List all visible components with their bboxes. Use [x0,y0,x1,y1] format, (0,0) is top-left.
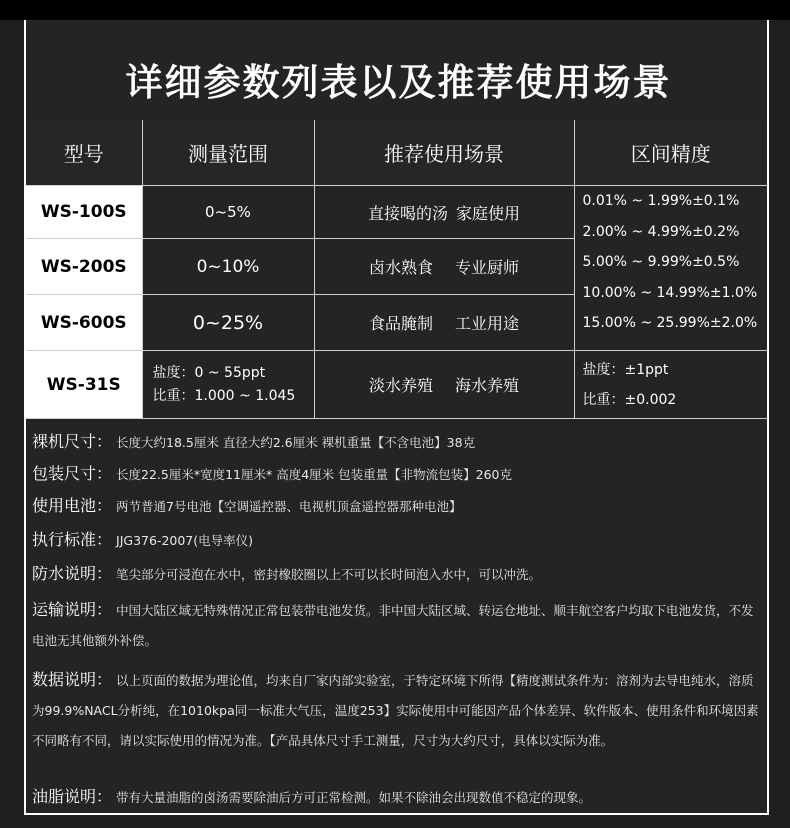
accuracy-item: 5.00% ~ 9.99%±0.5% [582,254,740,270]
note-text: 以上页面的数据为理论值，均来自厂家内部实验室，于特定环境下所得【精度测试条件为：溶剂为去导电纯水，溶质为99.9%NACL分析纯，在1010kpa同一标准大气压，温度253】实际使用中可能因产品个体差异、软件版本、使用条件和环境因素不同略有不同，请以实际使用的情况为准。【产品具体尺寸手工测量，尺寸为大约尺寸，具体以实际为准。 [32,673,759,748]
note-standard [32,525,760,556]
header-accuracy: 区间精度 [574,120,767,186]
note-label: 防水说明： [32,564,113,583]
scene-item: 食品腌制 [368,314,433,333]
note-text: 两节普通7号电池【空调遥控器、电视机顶盒遥控器那种电池】 [116,499,462,514]
scene-item: 海水养殖 [455,376,520,395]
scene-item: 工业用途 [455,314,520,333]
accuracy-item: 盐度：±1ppt [582,361,669,378]
accuracy-item: 2.00% ~ 4.99%±0.2% [582,223,740,240]
scene-item: 专业厨师 [455,258,520,277]
note-label: 执行标准： [32,530,113,549]
range-cell: 0~5% [142,186,314,239]
note-text: 带有大量油脂的卤汤需要除油后方可正常检测。如果不除油会出现数值不稳定的现象。 [116,790,592,805]
note-label: 油脂说明： [32,787,113,806]
scene-cell [314,351,574,419]
table-header-row [26,120,767,186]
spec-frame [24,20,769,815]
accuracy-item: 15.00% ~ 25.99%±2.0% [582,315,758,331]
note-bare-size [32,427,760,458]
note-text: JJG376-2007(电导率仪) [116,533,254,548]
header-range: 测量范围 [142,120,314,186]
range-cell: 0~10% [142,239,314,295]
note-label: 数据说明： [32,670,113,689]
note-label: 裸机尺寸： [32,432,113,451]
accuracy-item: 10.00% ~ 14.99%±1.0% [582,284,758,301]
accuracy-list [575,186,768,339]
scene-cell [314,186,574,239]
model-cell: WS-100S [26,186,142,239]
note-label: 使用电池： [32,496,113,515]
table-row [26,351,767,419]
scene-item: 家庭使用 [456,203,521,223]
accuracy-cell [574,351,767,419]
range-cell: 0~25% [142,295,314,351]
note-data [32,665,760,756]
note-text: 长度大约18.5厘米 直径大约2.6厘米 裸机重量【不含电池】38克 [116,435,476,450]
range-line: 比重：1.000 ~ 1.045 [152,387,296,404]
note-battery [32,491,760,522]
header-scene: 推荐使用场景 [314,120,574,186]
scene-cell [314,239,574,295]
scene-item: 直接喝的汤 [367,203,448,223]
range-cell [142,351,314,419]
top-band [0,0,790,20]
scene-item: 卤水熟食 [368,258,433,277]
note-text: 中国大陆区域无特殊情况正常包装带电池发货。非中国大陆区域、转运仓地址、顺丰航空客户均取下电池发货，不发电池无其他额外补偿。 [32,603,754,648]
note-text: 笔尖部分可浸泡在水中，密封橡胶圈以上不可以长时间泡入水中，可以冲洗。 [116,567,542,582]
model-cell: WS-31S [26,351,142,419]
header-model: 型号 [26,120,142,186]
note-label: 运输说明： [32,600,113,619]
scene-item: 淡水养殖 [368,376,433,395]
note-waterproof [32,559,760,590]
accuracy-item: 0.01% ~ 1.99%±0.1% [582,193,740,209]
table-row [26,186,767,239]
note-text: 长度22.5厘米*宽度11厘米* 高度4厘米 包装重量【非物流包装】260克 [116,467,513,482]
note-grease [32,782,760,813]
model-cell: WS-200S [26,239,142,295]
note-shipping [32,595,760,656]
scene-cell [314,295,574,351]
range-line: 盐度：0 ~ 55ppt [152,364,266,381]
note-label: 包装尺寸： [32,464,113,483]
accuracy-item: 比重：±0.002 [582,391,677,408]
accuracy-cell [574,186,767,351]
model-cell: WS-600S [26,295,142,351]
spec-table [26,120,767,419]
note-package-size [32,459,760,490]
page-title: 详细参数列表以及推荐使用场景 [125,61,672,104]
